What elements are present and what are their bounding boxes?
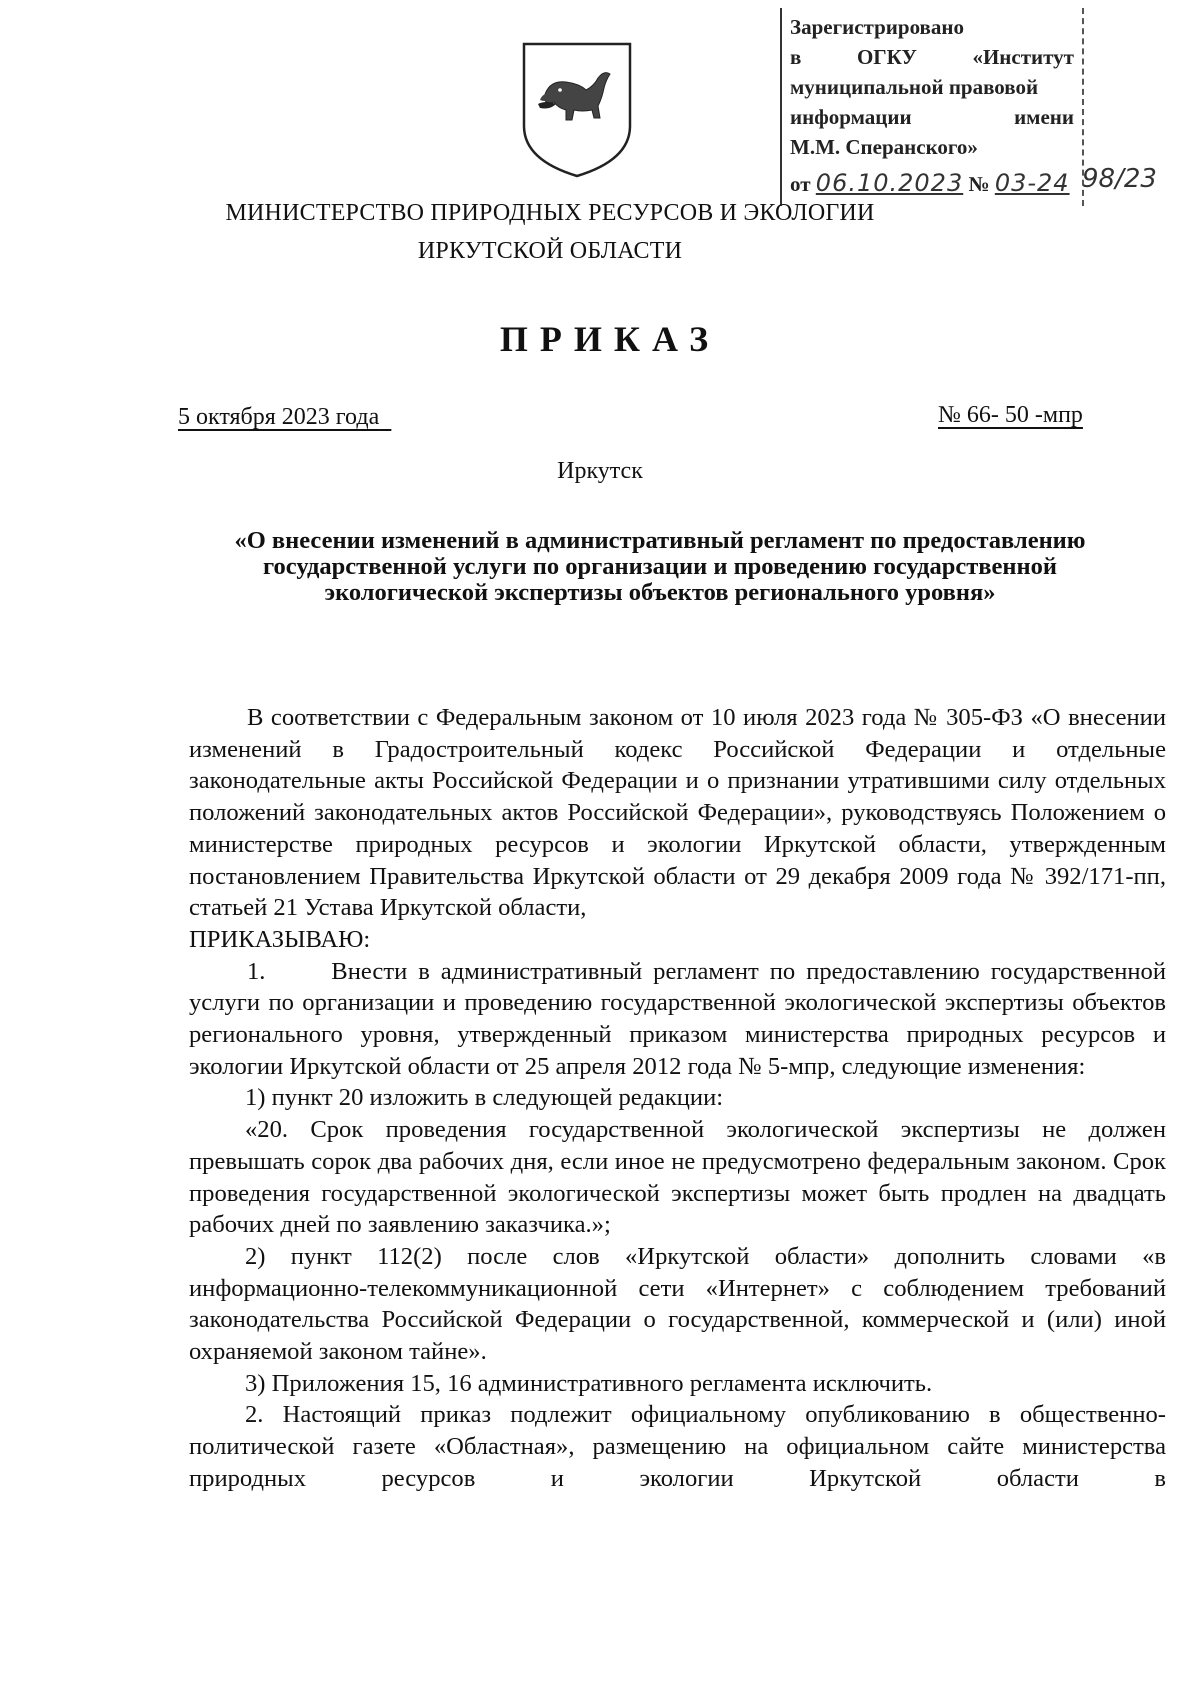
document-number: № 66- 50 -мпр xyxy=(938,402,1083,428)
coat-of-arms-logo xyxy=(520,40,634,180)
paragraph-1: 1. Внести в административный регламент по предоставлению государственной услуги по организации и проведению государственной экологической экспертизы объектов регионального уровня, утвержденный приказом министерства природных ресурсов и экологии Иркутской области от 25 апреля 2012 года № 5-мпр, следующие изменения: xyxy=(189,957,1166,1080)
stamp-line-3: муниципальной правовой xyxy=(790,75,1039,99)
intro-paragraph: В соответствии с Федеральным законом от 10 июля 2023 года № 305-ФЗ «О внесении изменений в Градостроительный кодекс Российской Федерации и отдельные законодательные акты Российской Федерации и о признании утратившими силу отдельных положений законодательных актов Российской Федерации», руководствуясь Положением о министерстве природных ресурсов и экологии Иркутской области, утвержденным постановлением Правительства Иркутской области от 29 декабря 2009 года № 392/171-пп, статьей 21 Устава Иркутской области, xyxy=(189,704,1166,922)
document-city: Иркутск xyxy=(557,458,643,484)
paragraph-1-item-1-text: «20. Срок проведения государственной экологической экспертизы не должен превышать сорок два рабочих дня, если иное не предусмотрено федеральным законом. Срок проведения государственной экологической экспертизы может быть продлен на двадцать рабочих дней по заявлению заказчика.»; xyxy=(189,1116,1166,1239)
paragraph-1-item-2: 2) пункт 112(2) после слов «Иркутской области» дополнить словами «в информационно-телекоммуникационной сети «Интернет» с соблюдением требований законодательства Российской Федерации о государственной, коммерческой и (или) иной охраняемой законом тайне». xyxy=(189,1242,1166,1366)
stamp-line-2 xyxy=(790,42,1074,72)
document-title: «О внесении изменений в административный регламент по предоставлению государственной услуги по организации и проведению государственной экологической экспертизы объектов регионального уровня» xyxy=(234,527,1086,606)
ministry-name-line-2: ИРКУТСКОЙ ОБЛАСТИ xyxy=(417,238,683,264)
paragraph-1-item-1: 1) пункт 20 изложить в следующей редакции: xyxy=(245,1084,724,1112)
stamp-line-1: Зарегистрировано xyxy=(790,15,964,39)
stamp-no-label: № xyxy=(968,172,990,196)
ministry-name-line-1: МИНИСТЕРСТВО ПРИРОДНЫХ РЕСУРСОВ И ЭКОЛОГИИ xyxy=(225,200,875,226)
stamp-reg-date: 06.10.2023 xyxy=(815,169,964,197)
stamp-line-4 xyxy=(790,102,1074,132)
document-date: 5 октября 2023 года xyxy=(178,404,380,430)
stamp-line-2c: «Институт xyxy=(972,45,1074,69)
stamp-from-label: от xyxy=(790,172,811,196)
stamp-date-line xyxy=(790,168,1070,199)
stamp-reg-number-extra: 98/23 xyxy=(1082,164,1157,194)
stamp-line-4b: имени xyxy=(1014,105,1074,129)
paragraph-2: 2. Настоящий приказ подлежит официальному опубликованию в общественно-политической газете «Областная», размещению на официальном сайте министерства природных ресурсов и экологии Иркутской области в xyxy=(189,1401,1166,1492)
stamp-line-2b: ОГКУ xyxy=(856,45,917,69)
stamp-line-4a: информации xyxy=(790,105,912,129)
stamp-line-5: М.М. Сперанского» xyxy=(790,135,978,159)
stamp-line-2a: в xyxy=(790,45,802,69)
registration-stamp xyxy=(780,8,1084,206)
document-type-heading: ПРИКАЗ xyxy=(499,319,721,359)
paragraph-1-item-3: 3) Приложения 15, 16 административного регламента исключить. xyxy=(245,1369,933,1397)
stamp-reg-number: 03-24 xyxy=(994,169,1070,197)
order-word: ПРИКАЗЫВАЮ: xyxy=(189,925,371,953)
document-body xyxy=(189,702,1166,1495)
